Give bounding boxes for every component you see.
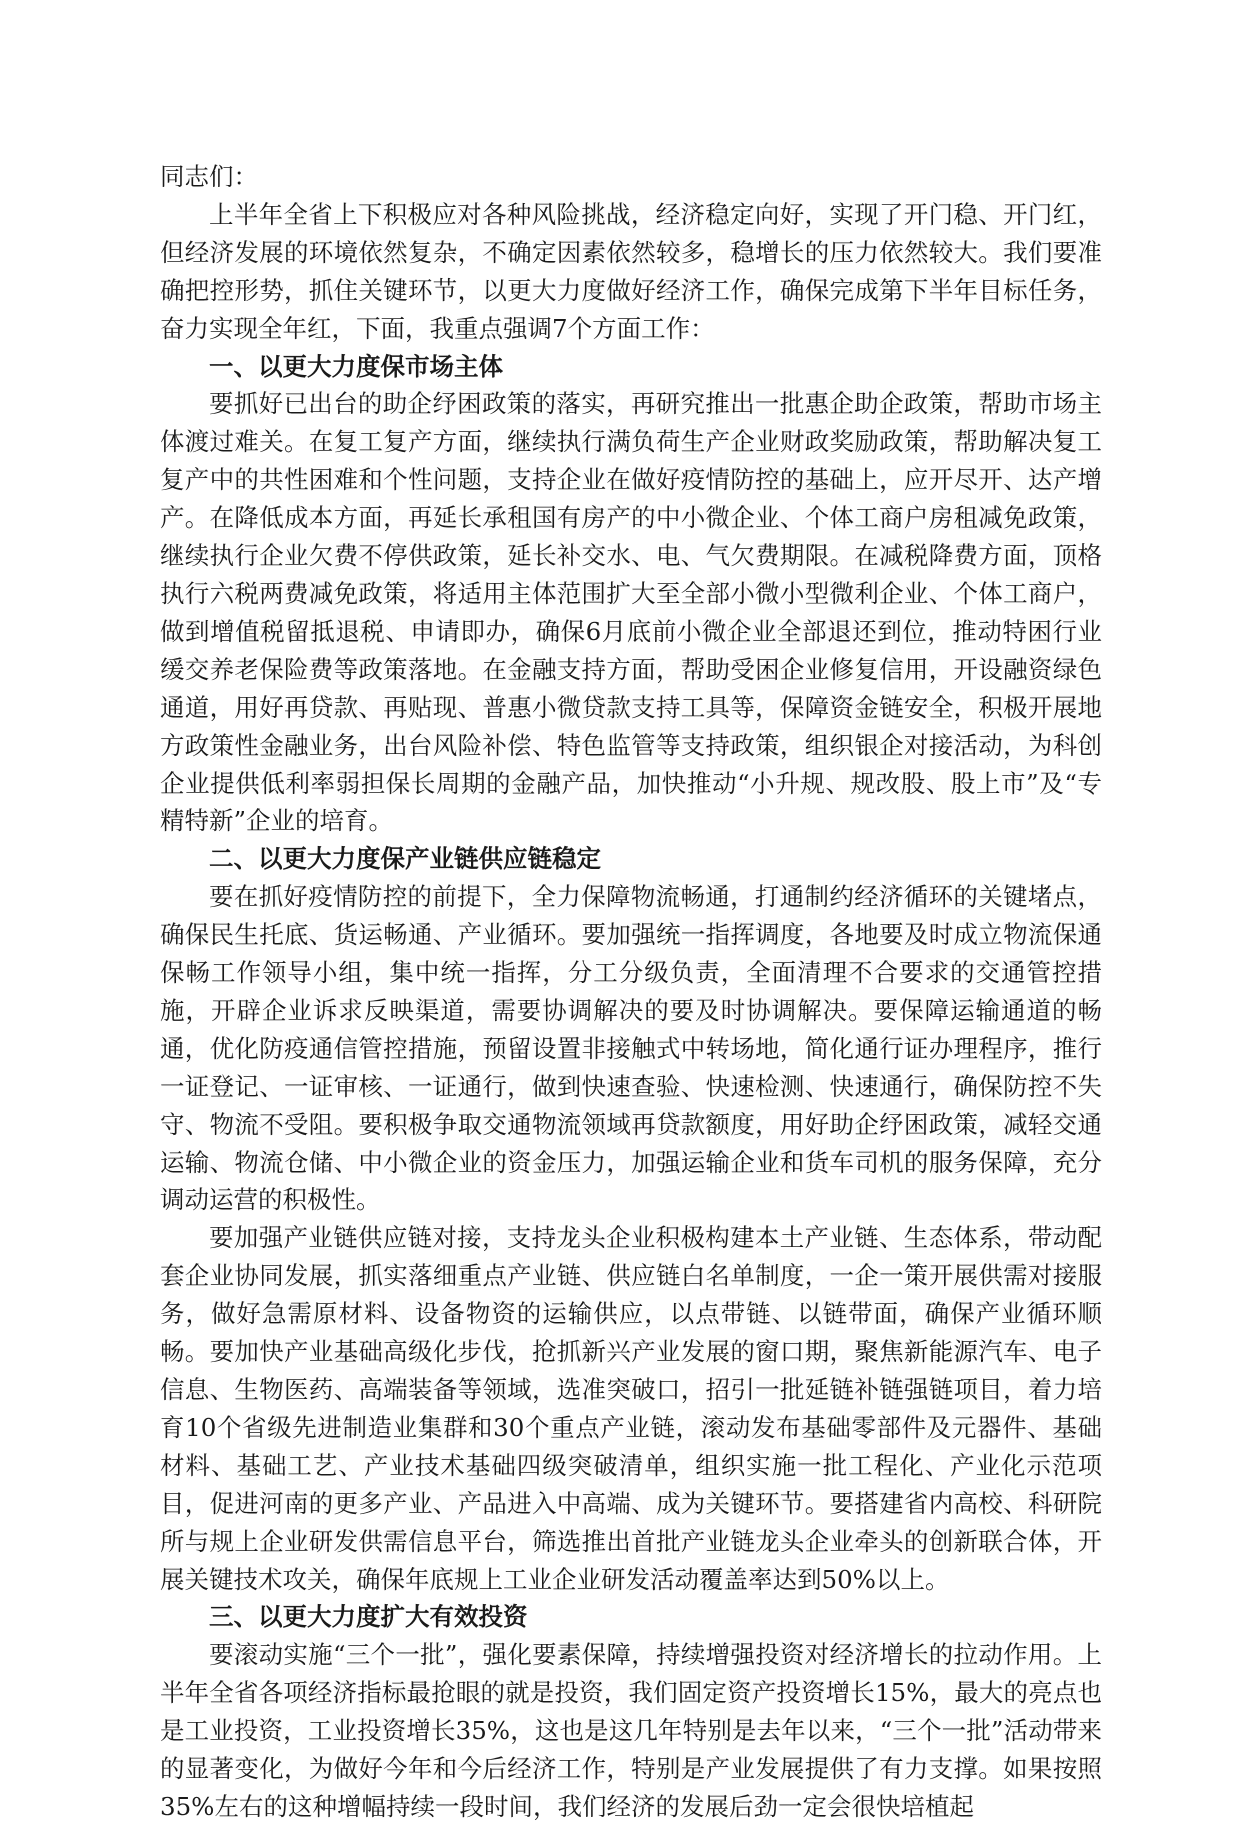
section-2-paragraph-2: 要加强产业链供应链对接，支持龙头企业积极构建本土产业链、生态体系，带动配套企业协同发展，抓实落细重点产业链、供应链白名单制度，一企一策开展供需对接服务，做好急需原材料、设备物资的运输供应，以点带链、以链带面，确保产业循环顺畅。要加快产业基础高级化步伐，抢抓新兴产业发展的窗口期，聚焦新能源汽车、电子信息、生物医药、高端装备等领域，选准突破口，招引一批延链补链强链项目，着力培育10个省级先进制造业集群和30个重点产业链，滚动发布基础零部件及元器件、基础材料、基础工艺、产业技术基础四级突破清单，组织实施一批工程化、产业化示范项目，促进河南的更多产业、产品进入中高端、成为关键环节。要搭建省内高校、科研院所与规上企业研发供需信息平台，筛选推出首批产业链龙头企业牵头的创新联合体，开展关键技术攻关，确保年底规上工业企业研发活动覆盖率达到50%以上。 bbox=[160, 1223, 1102, 1594]
salutation: 同志们： bbox=[160, 162, 258, 191]
section-1-paragraph-1: 要抓好已出台的助企纾困政策的落实，再研究推出一批惠企助企政策，帮助市场主体渡过难关。在复工复产方面，继续执行满负荷生产企业财政奖励政策，帮助解决复工复产中的共性困难和个性问题，支持企业在做好疫情防控的基础上，应开尽开、达产增产。在降低成本方面，再延长承租国有房产的中小微企业、个体工商户房租减免政策，继续执行企业欠费不停供政策，延长补交水、电、气欠费期限。在减税降费方面，顶格执行六税两费减免政策，将适用主体范围扩大至全部小微小型微利企业、个体工商户，做到增值税留抵退税、申请即办，确保6月底前小微企业全部退还到位，推动特困行业缓交养老保险费等政策落地。在金融支持方面，帮助受困企业修复信用，开设融资绿色通道，用好再贷款、再贴现、普惠小微贷款支持工具等，保障资金链安全，积极开展地方政策性金融业务，出台风险补偿、特色监管等支持政策，组织银企对接活动，为科创企业提供低利率弱担保长周期的金融产品，加快推动“小升规、规改股、股上市”及“专精特新”企业的培育。 bbox=[160, 389, 1102, 836]
section-2-paragraph-1: 要在抓好疫情防控的前提下，全力保障物流畅通，打通制约经济循环的关键堵点，确保民生托底、货运畅通、产业循环。要加强统一指挥调度，各地要及时成立物流保通保畅工作领导小组，集中统一指挥，分工分级负责，全面清理不合要求的交通管控措施，开辟企业诉求反映渠道，需要协调解决的要及时协调解决。要保障运输通道的畅通，优化防疫通信管控措施，预留设置非接触式中转场地，简化通行证办理程序，推行一证登记、一证审核、一证通行，做到快速查验、快速检测、快速通行，确保防控不失守、物流不受阻。要积极争取交通物流领域再贷款额度，用好助企纾困政策，减轻交通运输、物流仓储、中小微企业的资金压力，加强运输企业和货车司机的服务保障，充分调动运营的积极性。 bbox=[160, 882, 1102, 1215]
document-body bbox=[160, 158, 1102, 1826]
section-heading-2: 二、以更大力度保产业链供应链稳定 bbox=[209, 844, 601, 874]
section-heading-3: 三、以更大力度扩大有效投资 bbox=[209, 1602, 528, 1632]
intro-paragraph: 上半年全省上下积极应对各种风险挑战，经济稳定向好，实现了开门稳、开门红，但经济发展的环境依然复杂，不确定因素依然较多，稳增长的压力依然较大。我们要准确把控形势，抓住关键环节，以更大力度做好经济工作，确保完成第下半年目标任务，奋力实现全年红，下面，我重点强调7个方面工作： bbox=[160, 199, 1102, 343]
section-3-paragraph-1: 要滚动实施“三个一批”，强化要素保障，持续增强投资对经济增长的拉动作用。上半年全省各项经济指标最抢眼的就是投资，我们固定资产投资增长15%，最大的亮点也是工业投资，工业投资增长35%，这也是这几年特别是去年以来，“三个一批”活动带来的显著变化，为做好今年和今后经济工作，特别是产业发展提供了有力支撑。如果按照35%左右的这种增幅持续一段时间，我们经济的发展后劲一定会很快培植起 bbox=[160, 1640, 1102, 1821]
section-heading-1: 一、以更大力度保市场主体 bbox=[209, 351, 503, 381]
